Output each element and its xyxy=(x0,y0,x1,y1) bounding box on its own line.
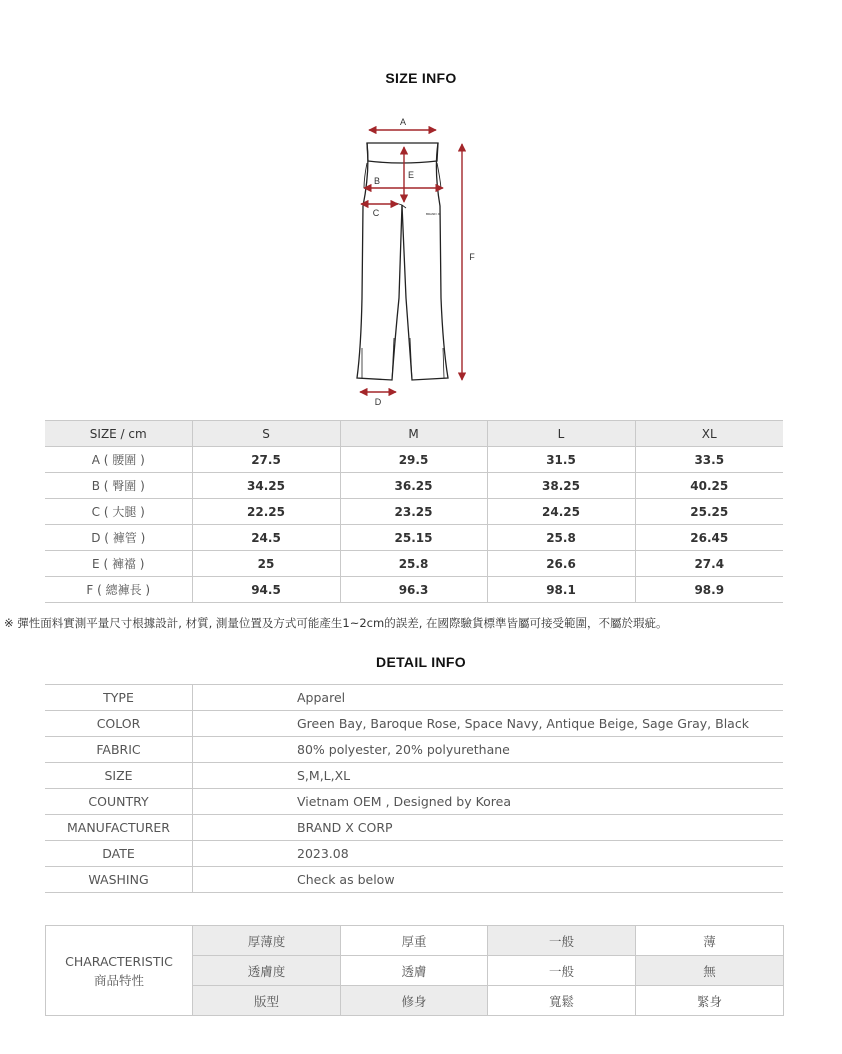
label-e: E xyxy=(407,170,415,180)
characteristic-title-en: CHARACTERISTIC xyxy=(65,953,173,969)
characteristic-option: 寬鬆 xyxy=(488,986,636,1016)
table-row xyxy=(45,577,783,603)
header-size-cm: SIZE / cm xyxy=(45,421,192,447)
detail-key: FABRIC xyxy=(45,737,193,763)
detail-value: Apparel xyxy=(193,685,784,711)
characteristic-label: 透膚度 xyxy=(193,956,341,986)
characteristic-option-selected: 一般 xyxy=(488,926,636,956)
size-value: 25.8 xyxy=(340,551,487,577)
row-label: C ( 大腿 ) xyxy=(45,499,192,525)
size-value: 25.8 xyxy=(487,525,635,551)
size-table-header xyxy=(45,421,783,447)
detail-key: WASHING xyxy=(45,867,193,893)
characteristic-option: 薄 xyxy=(636,926,784,956)
header-m: M xyxy=(340,421,487,447)
characteristic-option-selected: 無 xyxy=(636,956,784,986)
header-s: S xyxy=(192,421,340,447)
size-table xyxy=(45,420,783,603)
table-row xyxy=(45,447,783,473)
table-row xyxy=(45,685,783,711)
label-a: A xyxy=(399,117,407,127)
detail-key: TYPE xyxy=(45,685,193,711)
row-label: B ( 臀圍 ) xyxy=(45,473,192,499)
characteristic-option: 厚重 xyxy=(341,926,488,956)
size-value: 25.25 xyxy=(635,499,783,525)
pants-measurement-diagram xyxy=(340,108,500,413)
size-value: 31.5 xyxy=(487,447,635,473)
detail-key: COUNTRY xyxy=(45,789,193,815)
size-value: 33.5 xyxy=(635,447,783,473)
detail-table xyxy=(45,684,783,893)
size-value: 34.25 xyxy=(192,473,340,499)
label-b: B xyxy=(373,176,381,186)
header-xl: XL xyxy=(635,421,783,447)
detail-info-title: DETAIL INFO xyxy=(376,654,466,670)
size-value: 26.45 xyxy=(635,525,783,551)
detail-key: DATE xyxy=(45,841,193,867)
size-value: 27.4 xyxy=(635,551,783,577)
brand-tag: BRAND X xyxy=(426,212,440,216)
size-info-title: SIZE INFO xyxy=(385,70,457,86)
size-value: 96.3 xyxy=(340,577,487,603)
detail-key: SIZE xyxy=(45,763,193,789)
table-row xyxy=(45,551,783,577)
detail-value: 2023.08 xyxy=(193,841,784,867)
label-c: C xyxy=(372,208,380,218)
size-value: 24.5 xyxy=(192,525,340,551)
size-value: 27.5 xyxy=(192,447,340,473)
detail-value: S,M,L,XL xyxy=(193,763,784,789)
row-label: F ( 總褲長 ) xyxy=(45,577,192,603)
characteristic-table xyxy=(45,925,784,1016)
label-d: D xyxy=(374,397,382,407)
size-value: 98.9 xyxy=(635,577,783,603)
size-value: 23.25 xyxy=(340,499,487,525)
header-l: L xyxy=(487,421,635,447)
detail-value: Vietnam OEM , Designed by Korea xyxy=(193,789,784,815)
characteristic-label: 版型 xyxy=(193,986,341,1016)
label-f: F xyxy=(469,252,475,262)
characteristic-label: 厚薄度 xyxy=(193,926,341,956)
table-row xyxy=(45,867,783,893)
detail-key: MANUFACTURER xyxy=(45,815,193,841)
characteristic-row xyxy=(46,926,784,956)
table-row xyxy=(45,499,783,525)
detail-key: COLOR xyxy=(45,711,193,737)
characteristic-option: 緊身 xyxy=(636,986,784,1016)
detail-value: 80% polyester, 20% polyurethane xyxy=(193,737,784,763)
characteristic-option: 一般 xyxy=(488,956,636,986)
characteristic-option-selected: 修身 xyxy=(341,986,488,1016)
row-label: A ( 腰圍 ) xyxy=(45,447,192,473)
size-value: 25.15 xyxy=(340,525,487,551)
table-row xyxy=(45,841,783,867)
size-value: 22.25 xyxy=(192,499,340,525)
size-value: 29.5 xyxy=(340,447,487,473)
measurement-note: ※ 彈性面料實測平量尺寸根據設計, 材質, 測量位置及方式可能產生1~2cm的誤差, 在國際驗貨標準皆屬可接受範圍，不屬於瑕疵。 xyxy=(4,616,668,630)
row-label: E ( 褲襠 ) xyxy=(45,551,192,577)
detail-value: Green Bay, Baroque Rose, Space Navy, Antique Beige, Sage Gray, Black xyxy=(193,711,784,737)
size-value: 25 xyxy=(192,551,340,577)
table-row xyxy=(45,525,783,551)
characteristic-title-zh: 商品特性 xyxy=(93,972,144,988)
characteristic-option: 透膚 xyxy=(341,956,488,986)
pants-outline xyxy=(357,143,448,380)
detail-value: BRAND X CORP xyxy=(193,815,784,841)
detail-value: Check as below xyxy=(193,867,784,893)
characteristic-heading xyxy=(46,926,193,1016)
size-value: 24.25 xyxy=(487,499,635,525)
size-value: 94.5 xyxy=(192,577,340,603)
table-row xyxy=(45,789,783,815)
row-label: D ( 褲管 ) xyxy=(45,525,192,551)
table-row xyxy=(45,473,783,499)
table-row xyxy=(45,737,783,763)
table-row xyxy=(45,815,783,841)
size-value: 98.1 xyxy=(487,577,635,603)
size-value: 26.6 xyxy=(487,551,635,577)
size-value: 40.25 xyxy=(635,473,783,499)
table-row xyxy=(45,763,783,789)
size-value: 36.25 xyxy=(340,473,487,499)
size-value: 38.25 xyxy=(487,473,635,499)
table-row xyxy=(45,711,783,737)
